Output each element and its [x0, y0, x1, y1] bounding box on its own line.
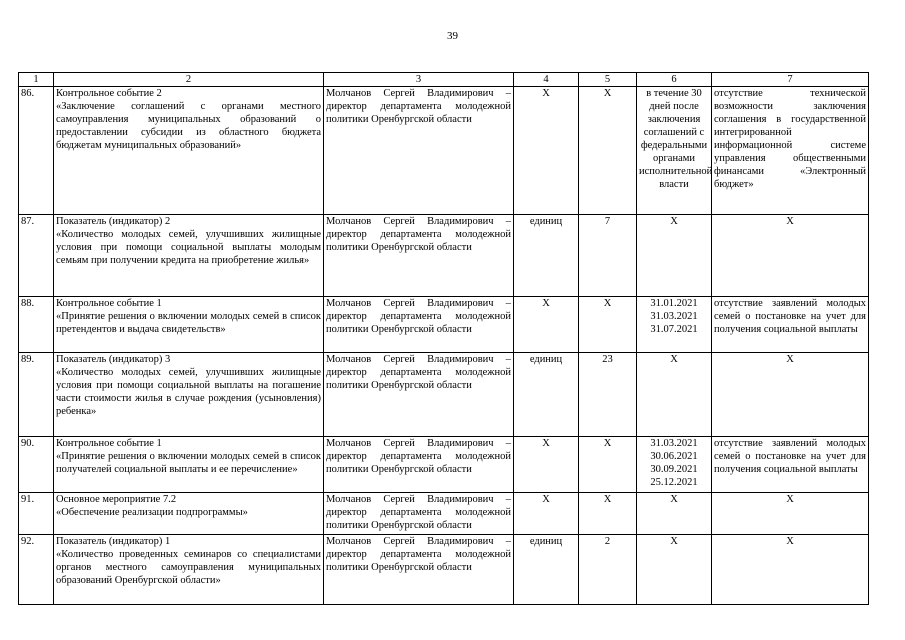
responsible-cell: Молчанов Сергей Владимирович – директор департамента молодежной политики Оренбургской области — [324, 493, 514, 535]
row-number: 86. — [19, 87, 54, 215]
event-cell — [54, 87, 324, 215]
date-cell: X — [637, 535, 712, 605]
value-cell: X — [579, 297, 637, 353]
note-cell: X — [712, 353, 869, 437]
column-number: 3 — [324, 73, 514, 87]
responsible-cell: Молчанов Сергей Владимирович – директор департамента молодежной политики Оренбургской области — [324, 353, 514, 437]
note-cell: отсутствие технической возможности заключения соглашения в государственной интегрированной информационной системе управления общественными финансами «Электронный бюджет» — [712, 87, 869, 215]
unit-cell: X — [514, 87, 579, 215]
unit-cell: единиц — [514, 215, 579, 297]
column-number: 1 — [19, 73, 54, 87]
date-cell: X — [637, 353, 712, 437]
note-cell: отсутствие заявлений молодых семей о постановке на учет для получения социальной выплаты — [712, 437, 869, 493]
responsible-cell: Молчанов Сергей Владимирович – директор департамента молодежной политики Оренбургской области — [324, 535, 514, 605]
date-cell: X — [637, 215, 712, 297]
note-cell: X — [712, 493, 869, 535]
event-description: «Количество проведенных семинаров со специалистами органов местного самоуправления муниципальных образований Оренбургской области» — [56, 549, 321, 586]
event-title: Показатель (индикатор) 1 — [56, 536, 171, 547]
row-number: 88. — [19, 297, 54, 353]
responsible-cell: Молчанов Сергей Владимирович – директор департамента молодежной политики Оренбургской области — [324, 437, 514, 493]
event-cell — [54, 493, 324, 535]
row-number: 87. — [19, 215, 54, 297]
row-number: 89. — [19, 353, 54, 437]
event-cell — [54, 297, 324, 353]
event-description: «Количество молодых семей, улучшивших жилищные условия при помощи социальной выплаты молодым семьям при получении кредита на приобретение жилья» — [56, 229, 321, 266]
row-number: 91. — [19, 493, 54, 535]
note-cell: X — [712, 535, 869, 605]
event-description: «Количество молодых семей, улучшивших жилищные условия при помощи социальной выплаты на погашение части стоимости жилья в случае рождения (усыновления) ребенка» — [56, 367, 321, 417]
column-number: 4 — [514, 73, 579, 87]
column-number: 7 — [712, 73, 869, 87]
page-number: 39 — [447, 30, 458, 42]
event-cell — [54, 353, 324, 437]
event-title: Основное мероприятие 7.2 — [56, 494, 177, 505]
table-row — [19, 535, 869, 605]
value-cell: 2 — [579, 535, 637, 605]
row-number: 90. — [19, 437, 54, 493]
event-description: «Обеспечение реализации подпрограммы» — [56, 507, 248, 518]
event-description: «Заключение соглашений с органами местного самоуправления муниципальных образований о предоставлении субсидии из областного бюджета бюджетам муниципальных образований» — [56, 101, 321, 151]
event-title: Показатель (индикатор) 2 — [56, 216, 171, 227]
plan-table — [18, 72, 869, 605]
date-cell: 31.01.2021 31.03.2021 31.07.2021 — [637, 297, 712, 353]
note-cell: отсутствие заявлений молодых семей о постановке на учет для получения социальной выплаты — [712, 297, 869, 353]
value-cell: X — [579, 87, 637, 215]
event-title: Контрольное событие 1 — [56, 298, 162, 309]
event-description: «Принятие решения о включении молодых семей в список получателей социальной выплаты и ее перечисление» — [56, 451, 321, 475]
column-number: 5 — [579, 73, 637, 87]
responsible-cell: Молчанов Сергей Владимирович – директор департамента молодежной политики Оренбургской области — [324, 215, 514, 297]
unit-cell: единиц — [514, 535, 579, 605]
table-row — [19, 437, 869, 493]
value-cell: X — [579, 493, 637, 535]
date-cell: X — [637, 493, 712, 535]
unit-cell: X — [514, 437, 579, 493]
event-title: Контрольное событие 1 — [56, 438, 162, 449]
table-row — [19, 493, 869, 535]
responsible-cell: Молчанов Сергей Владимирович – директор департамента молодежной политики Оренбургской области — [324, 297, 514, 353]
value-cell: X — [579, 437, 637, 493]
unit-cell: X — [514, 297, 579, 353]
event-cell — [54, 437, 324, 493]
event-description: «Принятие решения о включении молодых семей в список претендентов и выдача свидетельств» — [56, 311, 321, 335]
column-number-row — [19, 73, 869, 87]
column-number: 2 — [54, 73, 324, 87]
unit-cell: единиц — [514, 353, 579, 437]
date-cell: в течение 30 дней после заключения соглашений с федеральными органами исполнительной власти — [637, 87, 712, 215]
table-row — [19, 87, 869, 215]
event-cell — [54, 535, 324, 605]
responsible-cell: Молчанов Сергей Владимирович – директор департамента молодежной политики Оренбургской области — [324, 87, 514, 215]
date-cell: 31.03.2021 30.06.2021 30.09.2021 25.12.2021 — [637, 437, 712, 493]
column-number: 6 — [637, 73, 712, 87]
event-title: Показатель (индикатор) 3 — [56, 354, 171, 365]
row-number: 92. — [19, 535, 54, 605]
table-row — [19, 353, 869, 437]
event-cell — [54, 215, 324, 297]
note-cell: X — [712, 215, 869, 297]
unit-cell: X — [514, 493, 579, 535]
value-cell: 23 — [579, 353, 637, 437]
table-row — [19, 215, 869, 297]
value-cell: 7 — [579, 215, 637, 297]
table-row — [19, 297, 869, 353]
event-title: Контрольное событие 2 — [56, 88, 162, 99]
